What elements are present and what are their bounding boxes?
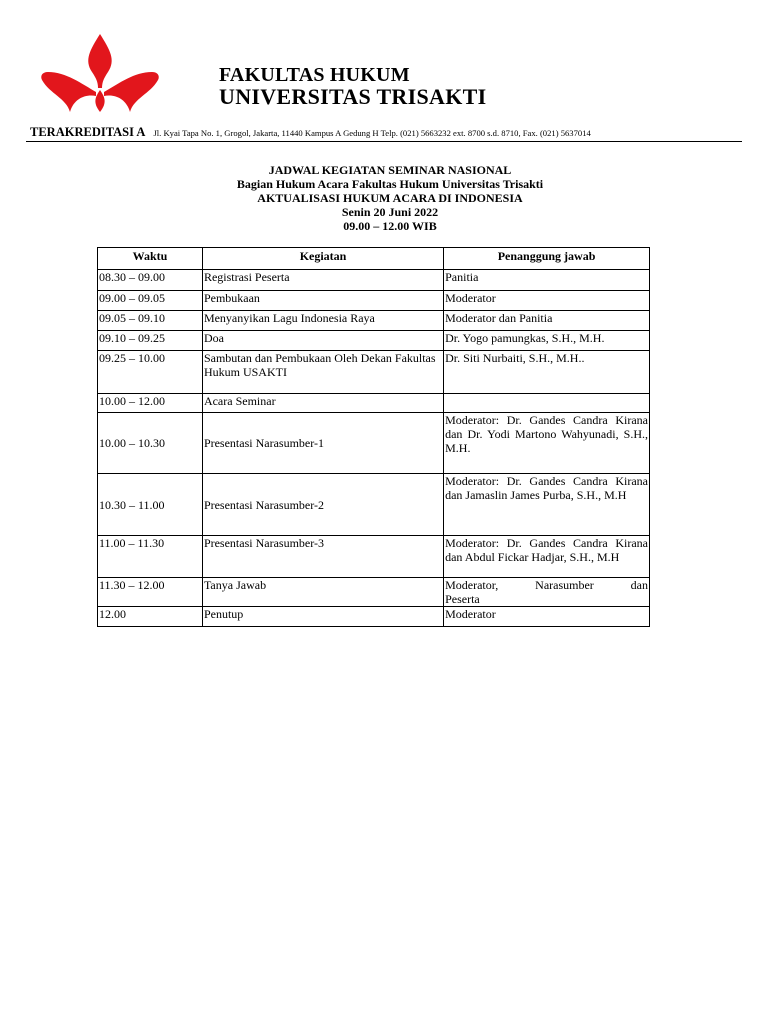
- cell-waktu: 09.00 – 09.05: [98, 291, 203, 311]
- cell-penanggung-jawab: Moderator: [444, 607, 650, 627]
- cell-penanggung-jawab: Moderator: [444, 291, 650, 311]
- event-date: Senin 20 Juni 2022: [341, 205, 439, 219]
- cell-waktu: 09.25 – 10.00: [98, 351, 203, 394]
- cell-penanggung-jawab: Panitia: [444, 270, 650, 291]
- table-row: [98, 331, 650, 351]
- cell-waktu: 08.30 – 09.00: [98, 270, 203, 291]
- cell-penanggung-jawab: Moderator dan Panitia: [444, 311, 650, 331]
- table-row: [98, 413, 650, 474]
- table-row: [98, 394, 650, 413]
- letterhead-divider: [26, 141, 742, 142]
- table-row: [98, 311, 650, 331]
- document-title-block: [190, 163, 590, 233]
- column-header-penanggung-jawab: Penanggung jawab: [444, 248, 650, 270]
- cell-kegiatan: Pembukaan: [202, 291, 443, 311]
- cell-waktu: 09.10 – 09.25: [98, 331, 203, 351]
- column-header-waktu: Waktu: [98, 248, 203, 270]
- table-row: [98, 607, 650, 627]
- cell-penanggung-jawab: Moderator, Narasumber dan Peserta: [445, 578, 648, 606]
- cell-penanggung-jawab: Moderator: Dr. Gandes Candra Kirana dan Dr. Yodi Martono Wahyunadi, S.H., M.H.: [444, 413, 650, 474]
- cell-kegiatan: Doa: [202, 331, 443, 351]
- cell-waktu: 10.30 – 11.00: [98, 474, 203, 536]
- accreditation-label: TERAKREDITASI A: [30, 125, 146, 139]
- cell-penanggung-jawab: [444, 394, 650, 413]
- table-row: [98, 578, 650, 607]
- cell-waktu: 11.00 – 11.30: [98, 536, 203, 578]
- column-header-kegiatan: Kegiatan: [202, 248, 443, 270]
- table-header-row: [98, 248, 650, 270]
- table-row: [98, 536, 650, 578]
- cell-kegiatan: Presentasi Narasumber-1: [202, 413, 443, 474]
- cell-kegiatan: Penutup: [202, 607, 443, 627]
- table-row: [98, 351, 650, 394]
- letterhead-info: [30, 123, 591, 141]
- trisakti-logo-icon: [40, 32, 160, 112]
- cell-penanggung-jawab: Moderator: Dr. Gandes Candra Kirana dan Jamaslin James Purba, S.H., M.H: [444, 474, 650, 536]
- institution-name-line2: UNIVERSITAS TRISAKTI: [219, 84, 487, 109]
- event-time: 09.00 – 12.00 WIB: [343, 219, 437, 233]
- cell-kegiatan: Registrasi Peserta: [202, 270, 443, 291]
- seminar-theme: AKTUALISASI HUKUM ACARA DI INDONESIA: [257, 191, 523, 205]
- cell-waktu: 10.00 – 10.30: [98, 413, 203, 474]
- institution-name-line1: FAKULTAS HUKUM: [219, 64, 410, 86]
- document-title: JADWAL KEGIATAN SEMINAR NASIONAL: [268, 163, 512, 177]
- cell-waktu: 12.00: [98, 607, 203, 627]
- schedule-table: [97, 247, 650, 627]
- organizer-line: Bagian Hukum Acara Fakultas Hukum Universitas Trisakti: [236, 177, 544, 191]
- table-row: [98, 270, 650, 291]
- cell-waktu: 09.05 – 09.10: [98, 311, 203, 331]
- cell-kegiatan: Acara Seminar: [202, 394, 443, 413]
- cell-kegiatan: Sambutan dan Pembukaan Oleh Dekan Fakultas Hukum USAKTI: [202, 351, 443, 394]
- cell-penanggung-jawab: Dr. Yogo pamungkas, S.H., M.H.: [444, 331, 650, 351]
- cell-penanggung-jawab: Moderator: Dr. Gandes Candra Kirana dan Abdul Fickar Hadjar, S.H., M.H: [444, 536, 650, 578]
- address-line: Jl. Kyai Tapa No. 1, Grogol, Jakarta, 11440 Kampus A Gedung H Telp. (021) 5663232 ext. 8700 s.d. 8710, Fax. (021) 5637014: [153, 128, 591, 138]
- cell-kegiatan: Presentasi Narasumber-2: [202, 474, 443, 536]
- table-row: [98, 291, 650, 311]
- cell-kegiatan: Menyanyikan Lagu Indonesia Raya: [202, 311, 443, 331]
- cell-penanggung-jawab: Dr. Siti Nurbaiti, S.H., M.H..: [444, 351, 650, 394]
- cell-kegiatan: Presentasi Narasumber-3: [202, 536, 443, 578]
- cell-waktu: 10.00 – 12.00: [98, 394, 203, 413]
- cell-kegiatan: Tanya Jawab: [202, 578, 443, 607]
- cell-waktu: 11.30 – 12.00: [98, 578, 203, 607]
- table-row: [98, 474, 650, 536]
